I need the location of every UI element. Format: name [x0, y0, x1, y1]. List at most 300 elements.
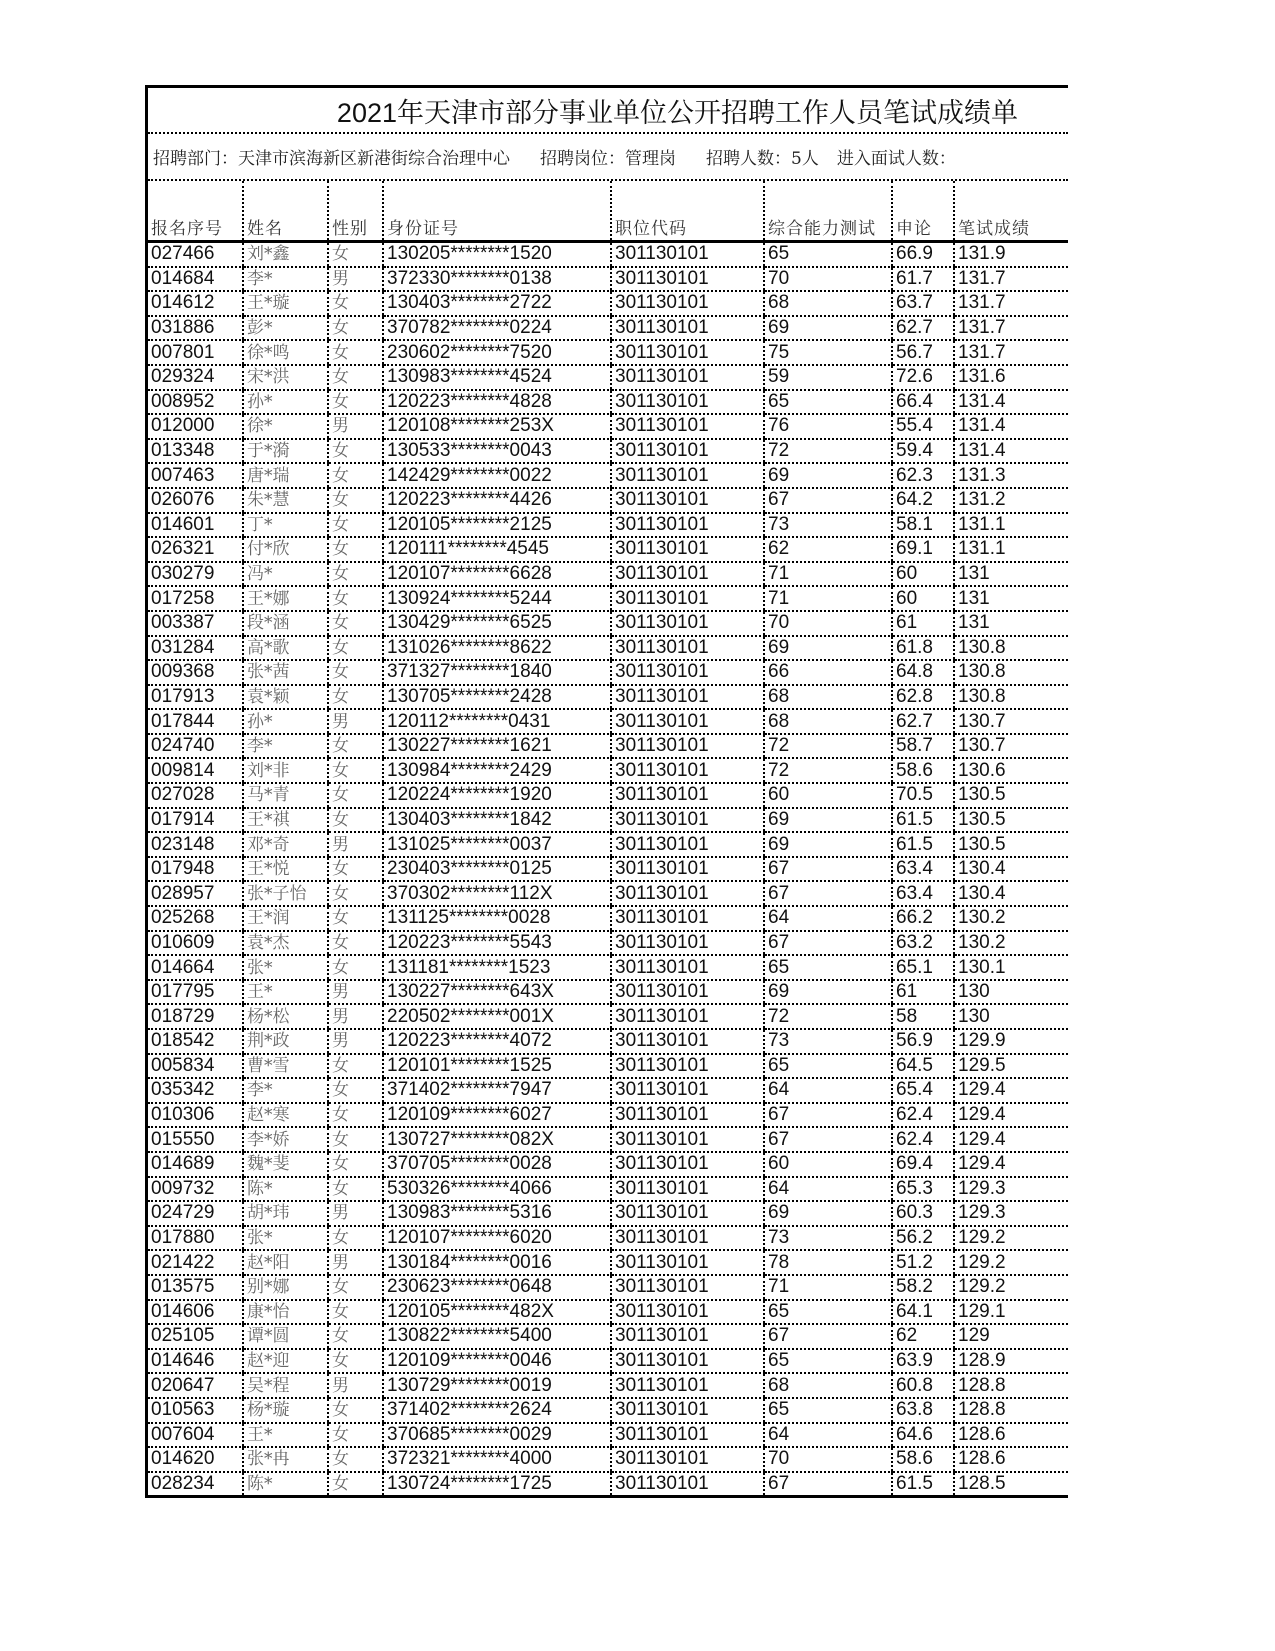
cell-aptitude-score: 69 — [764, 980, 892, 1005]
cell-gender: 男 — [328, 709, 383, 734]
header-gender: 性别 — [328, 181, 383, 242]
cell-aptitude-score: 72 — [764, 1004, 892, 1029]
cell-written-score: 128.8 — [954, 1398, 1068, 1423]
cell-gender: 男 — [328, 832, 383, 857]
cell-aptitude-score: 71 — [764, 562, 892, 587]
cell-aptitude-score: 67 — [764, 1127, 892, 1152]
cell-essay-score: 58 — [892, 1004, 954, 1029]
cell-essay-score: 62.8 — [892, 685, 954, 710]
cell-written-score: 130.7 — [954, 734, 1068, 759]
table-row — [148, 636, 1068, 661]
cell-gender: 女 — [328, 1127, 383, 1152]
cell-id-number: 120108********253X — [383, 414, 611, 439]
cell-position-code: 301130101 — [611, 316, 764, 341]
table-row — [148, 906, 1068, 931]
cell-registration-no: 012000 — [148, 414, 243, 439]
cell-essay-score: 64.5 — [892, 1054, 954, 1079]
table-row — [148, 1275, 1068, 1300]
table-row — [148, 1398, 1068, 1423]
cell-name: 吴*程 — [243, 1373, 328, 1398]
cell-written-score: 131 — [954, 586, 1068, 611]
cell-written-score: 130.2 — [954, 906, 1068, 931]
cell-gender: 女 — [328, 808, 383, 833]
cell-gender: 女 — [328, 1177, 383, 1202]
cell-written-score: 131.4 — [954, 414, 1068, 439]
cell-id-number: 230403********0125 — [383, 857, 611, 882]
cell-registration-no: 017844 — [148, 709, 243, 734]
cell-written-score: 131.2 — [954, 488, 1068, 513]
table-row — [148, 365, 1068, 390]
table-row — [148, 1423, 1068, 1448]
cell-written-score: 131.9 — [954, 242, 1068, 267]
table-row — [148, 1127, 1068, 1152]
cell-name: 徐* — [243, 414, 328, 439]
cell-name: 彭* — [243, 316, 328, 341]
cell-registration-no: 013575 — [148, 1275, 243, 1300]
cell-aptitude-score: 75 — [764, 340, 892, 365]
cell-written-score: 129 — [954, 1324, 1068, 1349]
cell-registration-no: 007463 — [148, 463, 243, 488]
department-info: 招聘部门：天津市滨海新区新港街综合治理中心 — [153, 149, 510, 169]
cell-name: 别*娜 — [243, 1275, 328, 1300]
cell-name: 张*冉 — [243, 1447, 328, 1472]
cell-position-code: 301130101 — [611, 488, 764, 513]
cell-registration-no: 026076 — [148, 488, 243, 513]
cell-written-score: 131.7 — [954, 267, 1068, 292]
cell-id-number: 120107********6628 — [383, 562, 611, 587]
cell-gender: 男 — [328, 1029, 383, 1054]
cell-id-number: 142429********0022 — [383, 463, 611, 488]
cell-essay-score: 58.6 — [892, 1447, 954, 1472]
cell-registration-no: 031886 — [148, 316, 243, 341]
cell-id-number: 120105********2125 — [383, 513, 611, 538]
cell-aptitude-score: 73 — [764, 1029, 892, 1054]
cell-id-number: 120107********6020 — [383, 1226, 611, 1251]
cell-name: 王*娜 — [243, 586, 328, 611]
cell-position-code: 301130101 — [611, 463, 764, 488]
cell-aptitude-score: 59 — [764, 365, 892, 390]
cell-name: 王*璇 — [243, 291, 328, 316]
cell-position-code: 301130101 — [611, 414, 764, 439]
cell-registration-no: 028234 — [148, 1472, 243, 1497]
cell-id-number: 130984********2429 — [383, 758, 611, 783]
cell-name: 陈* — [243, 1177, 328, 1202]
cell-id-number: 130227********1621 — [383, 734, 611, 759]
cell-essay-score: 58.6 — [892, 758, 954, 783]
cell-name: 张*子怡 — [243, 881, 328, 906]
cell-written-score: 131.1 — [954, 513, 1068, 538]
cell-registration-no: 010563 — [148, 1398, 243, 1423]
cell-essay-score: 60 — [892, 586, 954, 611]
header-written-score: 笔试成绩 — [954, 181, 1068, 242]
cell-registration-no: 017914 — [148, 808, 243, 833]
cell-aptitude-score: 72 — [764, 439, 892, 464]
cell-name: 付*欣 — [243, 537, 328, 562]
table-row — [148, 1078, 1068, 1103]
cell-aptitude-score: 65 — [764, 1054, 892, 1079]
cell-gender: 女 — [328, 758, 383, 783]
cell-aptitude-score: 73 — [764, 513, 892, 538]
cell-gender: 女 — [328, 365, 383, 390]
cell-position-code: 301130101 — [611, 267, 764, 292]
cell-written-score: 130.5 — [954, 808, 1068, 833]
cell-name: 张* — [243, 955, 328, 980]
cell-aptitude-score: 69 — [764, 1201, 892, 1226]
cell-registration-no: 009368 — [148, 660, 243, 685]
cell-name: 宋*洪 — [243, 365, 328, 390]
cell-gender: 女 — [328, 513, 383, 538]
table-row — [148, 881, 1068, 906]
cell-written-score: 129.4 — [954, 1152, 1068, 1177]
cell-name: 李* — [243, 267, 328, 292]
cell-registration-no: 015550 — [148, 1127, 243, 1152]
cell-id-number: 130705********2428 — [383, 685, 611, 710]
cell-written-score: 131.3 — [954, 463, 1068, 488]
cell-essay-score: 58.7 — [892, 734, 954, 759]
cell-aptitude-score: 69 — [764, 636, 892, 661]
cell-aptitude-score: 60 — [764, 1152, 892, 1177]
table-row — [148, 242, 1068, 267]
cell-id-number: 371402********2624 — [383, 1398, 611, 1423]
cell-name: 徐*鸣 — [243, 340, 328, 365]
cell-registration-no: 005834 — [148, 1054, 243, 1079]
cell-gender: 女 — [328, 1349, 383, 1374]
cell-essay-score: 56.7 — [892, 340, 954, 365]
cell-written-score: 129.2 — [954, 1250, 1068, 1275]
cell-gender: 女 — [328, 636, 383, 661]
cell-position-code: 301130101 — [611, 808, 764, 833]
cell-id-number: 130403********1842 — [383, 808, 611, 833]
cell-name: 谭*圆 — [243, 1324, 328, 1349]
cell-essay-score: 65.1 — [892, 955, 954, 980]
cell-essay-score: 61.8 — [892, 636, 954, 661]
table-row — [148, 1349, 1068, 1374]
cell-essay-score: 65.3 — [892, 1177, 954, 1202]
cell-aptitude-score: 64 — [764, 906, 892, 931]
quota-info: 招聘人数：5人 — [706, 149, 819, 169]
cell-aptitude-score: 65 — [764, 1300, 892, 1325]
cell-name: 孙* — [243, 390, 328, 415]
cell-position-code: 301130101 — [611, 1472, 764, 1497]
cell-aptitude-score: 68 — [764, 1373, 892, 1398]
table-row — [148, 1300, 1068, 1325]
cell-written-score: 129.2 — [954, 1226, 1068, 1251]
cell-aptitude-score: 71 — [764, 1275, 892, 1300]
cell-aptitude-score: 67 — [764, 488, 892, 513]
cell-registration-no: 018542 — [148, 1029, 243, 1054]
cell-essay-score: 55.4 — [892, 414, 954, 439]
cell-aptitude-score: 69 — [764, 808, 892, 833]
table-row — [148, 291, 1068, 316]
cell-registration-no: 023148 — [148, 832, 243, 857]
cell-position-code: 301130101 — [611, 832, 764, 857]
cell-aptitude-score: 64 — [764, 1177, 892, 1202]
cell-name: 刘*非 — [243, 758, 328, 783]
cell-written-score: 129.5 — [954, 1054, 1068, 1079]
cell-name: 张*茜 — [243, 660, 328, 685]
cell-id-number: 120101********1525 — [383, 1054, 611, 1079]
header-name: 姓名 — [243, 181, 328, 242]
table-row — [148, 537, 1068, 562]
cell-position-code: 301130101 — [611, 734, 764, 759]
cell-registration-no: 014601 — [148, 513, 243, 538]
cell-written-score: 131.7 — [954, 340, 1068, 365]
cell-position-code: 301130101 — [611, 1152, 764, 1177]
cell-position-code: 301130101 — [611, 291, 764, 316]
cell-essay-score: 60.8 — [892, 1373, 954, 1398]
cell-registration-no: 010306 — [148, 1103, 243, 1128]
cell-registration-no: 025105 — [148, 1324, 243, 1349]
cell-gender: 女 — [328, 857, 383, 882]
cell-written-score: 131.4 — [954, 390, 1068, 415]
cell-id-number: 130822********5400 — [383, 1324, 611, 1349]
cell-gender: 女 — [328, 1054, 383, 1079]
cell-name: 杨*璇 — [243, 1398, 328, 1423]
table-row — [148, 1324, 1068, 1349]
cell-registration-no: 014646 — [148, 1349, 243, 1374]
cell-written-score: 128.6 — [954, 1423, 1068, 1448]
cell-written-score: 129.3 — [954, 1177, 1068, 1202]
cell-position-code: 301130101 — [611, 439, 764, 464]
cell-name: 刘*鑫 — [243, 242, 328, 267]
cell-registration-no: 024740 — [148, 734, 243, 759]
cell-id-number: 120223********4072 — [383, 1029, 611, 1054]
cell-written-score: 130.8 — [954, 660, 1068, 685]
cell-name: 冯* — [243, 562, 328, 587]
header-position-code: 职位代码 — [611, 181, 764, 242]
cell-gender: 女 — [328, 340, 383, 365]
cell-aptitude-score: 66 — [764, 660, 892, 685]
cell-registration-no: 008952 — [148, 390, 243, 415]
cell-gender: 女 — [328, 488, 383, 513]
cell-id-number: 130429********6525 — [383, 611, 611, 636]
cell-aptitude-score: 67 — [764, 1324, 892, 1349]
cell-essay-score: 64.8 — [892, 660, 954, 685]
cell-id-number: 130983********4524 — [383, 365, 611, 390]
cell-name: 李*娇 — [243, 1127, 328, 1152]
table-row — [148, 1201, 1068, 1226]
table-row — [148, 439, 1068, 464]
cell-written-score: 131.7 — [954, 291, 1068, 316]
cell-name: 王*悦 — [243, 857, 328, 882]
cell-gender: 女 — [328, 931, 383, 956]
cell-essay-score: 61 — [892, 980, 954, 1005]
cell-essay-score: 61.5 — [892, 832, 954, 857]
cell-registration-no: 009814 — [148, 758, 243, 783]
cell-id-number: 130205********1520 — [383, 242, 611, 267]
cell-name: 邓*奇 — [243, 832, 328, 857]
cell-position-code: 301130101 — [611, 980, 764, 1005]
cell-position-code: 301130101 — [611, 955, 764, 980]
cell-gender: 女 — [328, 1472, 383, 1497]
cell-essay-score: 63.4 — [892, 857, 954, 882]
cell-written-score: 130.6 — [954, 758, 1068, 783]
cell-name: 赵*寒 — [243, 1103, 328, 1128]
cell-essay-score: 62.7 — [892, 709, 954, 734]
cell-position-code: 301130101 — [611, 1029, 764, 1054]
cell-written-score: 130.8 — [954, 685, 1068, 710]
cell-written-score: 130.1 — [954, 955, 1068, 980]
cell-written-score: 128.9 — [954, 1349, 1068, 1374]
cell-essay-score: 62.3 — [892, 463, 954, 488]
cell-aptitude-score: 76 — [764, 414, 892, 439]
table-row — [148, 316, 1068, 341]
table-row — [148, 931, 1068, 956]
cell-position-code: 301130101 — [611, 1078, 764, 1103]
cell-position-code: 301130101 — [611, 1300, 764, 1325]
cell-essay-score: 66.4 — [892, 390, 954, 415]
cell-written-score: 131 — [954, 562, 1068, 587]
cell-position-code: 301130101 — [611, 881, 764, 906]
cell-gender: 女 — [328, 1324, 383, 1349]
sheet-title: 2021年天津市部分事业单位公开招聘工作人员笔试成绩单 — [336, 97, 1018, 128]
cell-gender: 女 — [328, 660, 383, 685]
cell-essay-score: 69.4 — [892, 1152, 954, 1177]
cell-position-code: 301130101 — [611, 758, 764, 783]
cell-aptitude-score: 65 — [764, 1349, 892, 1374]
cell-position-code: 301130101 — [611, 340, 764, 365]
cell-name: 唐*瑞 — [243, 463, 328, 488]
cell-name: 朱*慧 — [243, 488, 328, 513]
cell-registration-no: 020647 — [148, 1373, 243, 1398]
cell-essay-score: 70.5 — [892, 783, 954, 808]
cell-name: 王*祺 — [243, 808, 328, 833]
cell-written-score: 130 — [954, 1004, 1068, 1029]
cell-position-code: 301130101 — [611, 636, 764, 661]
cell-id-number: 230602********7520 — [383, 340, 611, 365]
cell-registration-no: 014684 — [148, 267, 243, 292]
cell-gender: 女 — [328, 537, 383, 562]
cell-essay-score: 66.9 — [892, 242, 954, 267]
cell-position-code: 301130101 — [611, 1226, 764, 1251]
cell-written-score: 130.4 — [954, 881, 1068, 906]
cell-gender: 男 — [328, 1373, 383, 1398]
cell-aptitude-score: 67 — [764, 857, 892, 882]
cell-essay-score: 69.1 — [892, 537, 954, 562]
cell-id-number: 120111********4545 — [383, 537, 611, 562]
cell-gender: 男 — [328, 1201, 383, 1226]
cell-id-number: 120223********4828 — [383, 390, 611, 415]
cell-position-code: 301130101 — [611, 1275, 764, 1300]
cell-essay-score: 61.5 — [892, 808, 954, 833]
cell-id-number: 130983********5316 — [383, 1201, 611, 1226]
cell-written-score: 130.8 — [954, 636, 1068, 661]
cell-gender: 男 — [328, 1004, 383, 1029]
cell-gender: 女 — [328, 439, 383, 464]
cell-position-code: 301130101 — [611, 1054, 764, 1079]
cell-name: 王*润 — [243, 906, 328, 931]
cell-aptitude-score: 70 — [764, 267, 892, 292]
table-row — [148, 340, 1068, 365]
table-row — [148, 586, 1068, 611]
cell-aptitude-score: 72 — [764, 734, 892, 759]
cell-essay-score: 58.1 — [892, 513, 954, 538]
recruitment-info-row — [148, 134, 1068, 181]
cell-aptitude-score: 68 — [764, 685, 892, 710]
header-aptitude-test: 综合能力测试 — [764, 181, 892, 242]
table-row — [148, 1177, 1068, 1202]
cell-name: 胡*玮 — [243, 1201, 328, 1226]
table-row — [148, 783, 1068, 808]
cell-name: 袁*颖 — [243, 685, 328, 710]
cell-gender: 女 — [328, 685, 383, 710]
cell-registration-no: 024729 — [148, 1201, 243, 1226]
cell-gender: 女 — [328, 1423, 383, 1448]
cell-name: 荆*政 — [243, 1029, 328, 1054]
cell-name: 赵*迎 — [243, 1349, 328, 1374]
cell-aptitude-score: 65 — [764, 242, 892, 267]
cell-name: 王* — [243, 980, 328, 1005]
cell-essay-score: 64.1 — [892, 1300, 954, 1325]
cell-essay-score: 64.2 — [892, 488, 954, 513]
cell-id-number: 370705********0028 — [383, 1152, 611, 1177]
position-info: 招聘岗位：管理岗 — [540, 149, 676, 169]
cell-position-code: 301130101 — [611, 1004, 764, 1029]
cell-id-number: 120223********4426 — [383, 488, 611, 513]
cell-written-score: 129.4 — [954, 1127, 1068, 1152]
table-row — [148, 1373, 1068, 1398]
cell-id-number: 131181********1523 — [383, 955, 611, 980]
cell-essay-score: 63.7 — [892, 291, 954, 316]
cell-aptitude-score: 65 — [764, 390, 892, 415]
cell-essay-score: 61 — [892, 611, 954, 636]
cell-aptitude-score: 64 — [764, 1423, 892, 1448]
table-row — [148, 1472, 1068, 1497]
cell-position-code: 301130101 — [611, 1177, 764, 1202]
cell-gender: 女 — [328, 463, 383, 488]
cell-gender: 女 — [328, 586, 383, 611]
table-row — [148, 1054, 1068, 1079]
cell-written-score: 129.2 — [954, 1275, 1068, 1300]
cell-registration-no: 027466 — [148, 242, 243, 267]
cell-registration-no: 018729 — [148, 1004, 243, 1029]
cell-registration-no: 028957 — [148, 881, 243, 906]
cell-position-code: 301130101 — [611, 1398, 764, 1423]
cell-essay-score: 63.2 — [892, 931, 954, 956]
table-row — [148, 734, 1068, 759]
cell-name: 高*歌 — [243, 636, 328, 661]
cell-id-number: 370302********112X — [383, 881, 611, 906]
cell-registration-no: 007801 — [148, 340, 243, 365]
cell-registration-no: 017880 — [148, 1226, 243, 1251]
cell-gender: 女 — [328, 881, 383, 906]
cell-essay-score: 62 — [892, 1324, 954, 1349]
cell-aptitude-score: 69 — [764, 463, 892, 488]
cell-written-score: 129.4 — [954, 1103, 1068, 1128]
table-row — [148, 463, 1068, 488]
table-row — [148, 685, 1068, 710]
cell-id-number: 220502********001X — [383, 1004, 611, 1029]
cell-essay-score: 63.9 — [892, 1349, 954, 1374]
cell-gender: 女 — [328, 242, 383, 267]
cell-registration-no: 014612 — [148, 291, 243, 316]
cell-registration-no: 021422 — [148, 1250, 243, 1275]
table-row — [148, 267, 1068, 292]
table-row — [148, 1226, 1068, 1251]
cell-registration-no: 017948 — [148, 857, 243, 882]
header-essay: 申论 — [892, 181, 954, 242]
table-row — [148, 832, 1068, 857]
cell-written-score: 129.9 — [954, 1029, 1068, 1054]
cell-id-number: 230623********0648 — [383, 1275, 611, 1300]
cell-name: 陈* — [243, 1472, 328, 1497]
interview-count-info: 进入面试人数： — [836, 149, 956, 169]
sheet-title-row — [148, 88, 1068, 134]
cell-id-number: 120105********482X — [383, 1300, 611, 1325]
cell-id-number: 131125********0028 — [383, 906, 611, 931]
table-row — [148, 808, 1068, 833]
cell-registration-no: 003387 — [148, 611, 243, 636]
